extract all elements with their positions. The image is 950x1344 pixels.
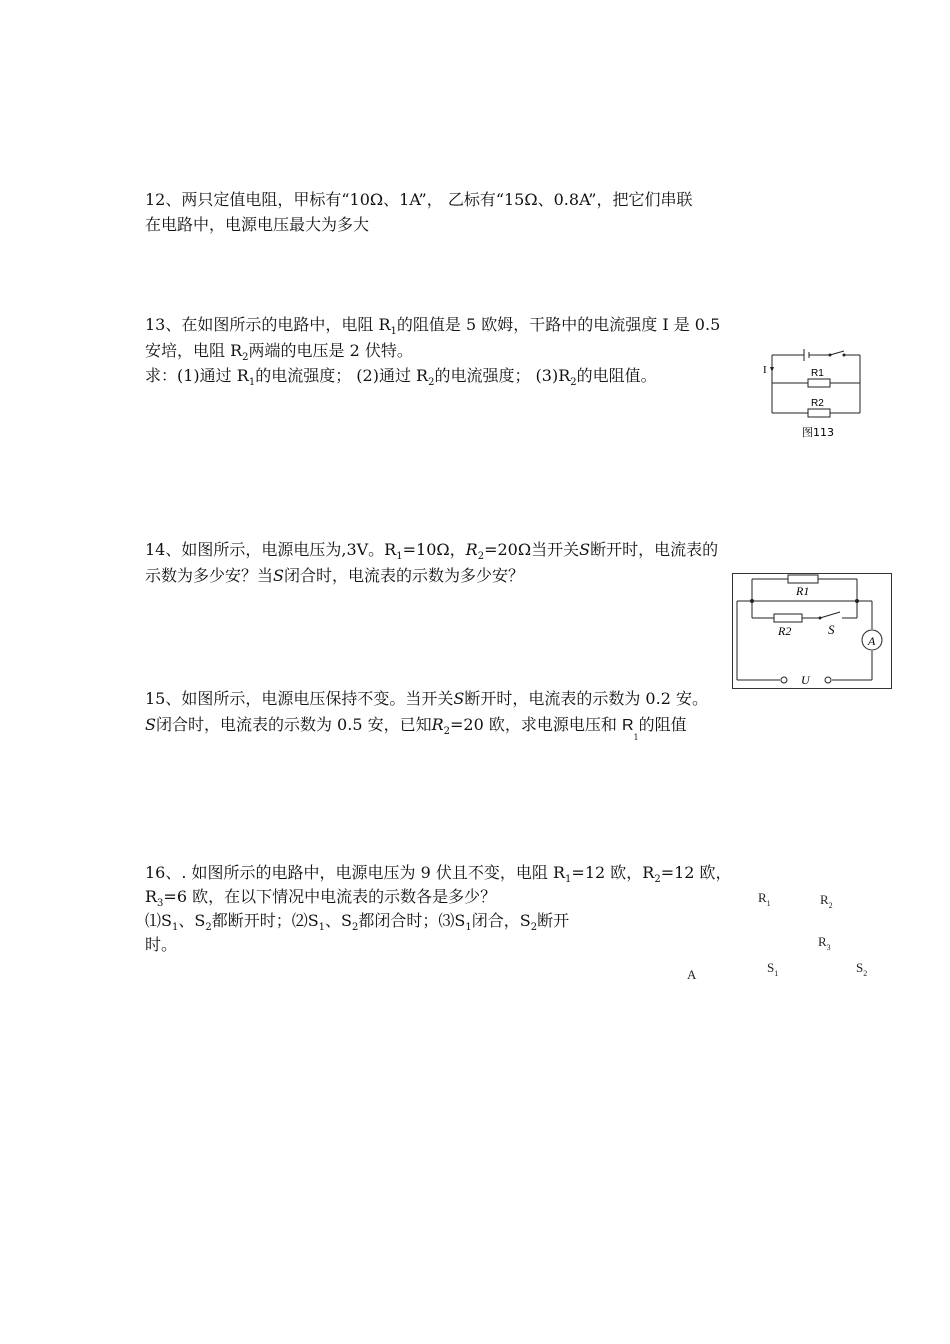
q16-r1-label: $R_1$	[758, 890, 771, 908]
q13-line-1: 13、在如图所示的电路中，电阻 $R_1$的阻值是 5 欧姆，干路中的电流强度 I 是 0.5	[145, 315, 721, 337]
q16-line-3: $⑴S_1$、$S_2$都断开时；$⑵S_1$、$S_2$都闭合时；$⑶S_1$闭合，$S_2$断开	[145, 911, 570, 933]
q13-r2-label: R2	[811, 398, 824, 409]
q15-line-2: S闭合时，电流表的示数为 0.5 安，已知$R_2=20$ 欧，求电源电压和 $R_1$的阻值	[145, 715, 687, 742]
q16-line-4: 时。	[145, 935, 178, 954]
q13-line-2: 安培，电阻 $R_2$两端的电压是 2 伏特。	[145, 341, 413, 363]
q14-voltage-label: U	[801, 673, 810, 687]
q16-line-2: $R_3=6$ 欧，在以下情况中电流表的示数各是多少？	[145, 887, 497, 909]
q13-figure-caption: 图113	[802, 426, 834, 439]
q16-s2-label: $S_2$	[856, 960, 868, 978]
q14-ammeter-label: A	[868, 634, 876, 648]
q14-r1-label: R1	[796, 584, 810, 598]
q14-circuit-diagram	[732, 573, 892, 689]
q14-line-1: 14、如图所示，电源电压为,3V。$R_1=10\Omega$，$R_2=20\Omega$当开关S断开时，电流表的	[145, 540, 719, 562]
q14-line-2: 示数为多少安？当S闭合时，电流表的示数为多少安？	[145, 566, 524, 585]
q16-r2-label: $R_2$	[820, 892, 833, 910]
q12-line-1: 12、两只定值电阻，甲标有“10Ω、1A”， 乙标有“15Ω、0.8A”，把它们串联	[145, 190, 693, 209]
q13-current-label: I	[763, 364, 767, 376]
q14-switch-label: S	[828, 622, 835, 637]
q12-line-2: 在电路中，电源电压最大为多大	[145, 215, 370, 234]
q13-r1-label: R1	[811, 368, 824, 379]
q16-r3-label: $R_3$	[818, 934, 831, 952]
q15-line-1: 15、如图所示，电源电压保持不变。当开关S断开时，电流表的示数为 0.2 安。	[145, 689, 708, 708]
q16-line-1: 16、. 如图所示的电路中，电源电压为 9 伏且不变，电阻 $R_1=12$ 欧，$R_2=12$ 欧，	[145, 863, 732, 885]
q16-ammeter-label: A	[687, 967, 697, 982]
q14-r2-label: R2	[778, 624, 792, 638]
q13-line-3: 求：(1)通过 $R_1$的电流强度； (2)通过 $R_2$的电流强度； $(3)R_2$的电阻值。	[145, 366, 657, 388]
q13-circuit-diagram	[760, 345, 870, 445]
q16-s1-label: $S_1$	[767, 960, 779, 978]
